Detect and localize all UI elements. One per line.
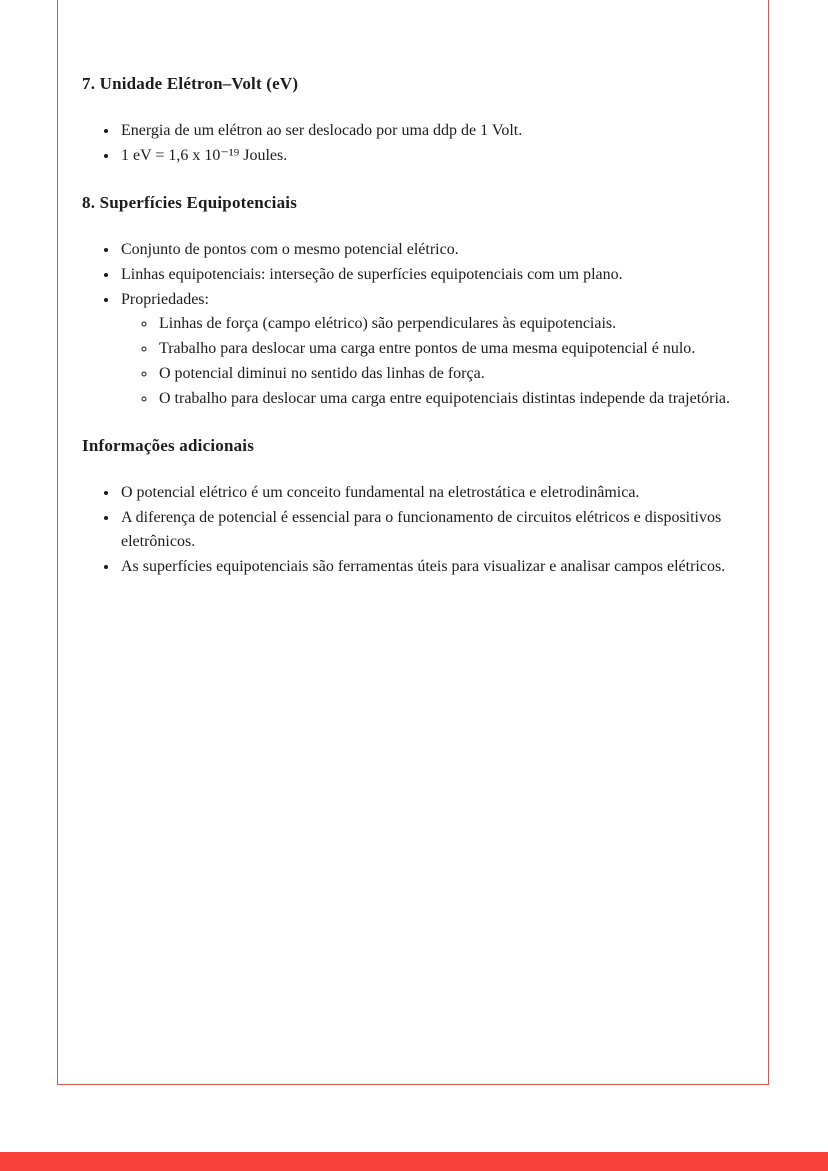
sub-bullet-list	[121, 312, 750, 411]
bullet-item: • A diferença de potencial é essencial para o funcionamento de circuitos elétricos e dispositivos eletrônicos.	[119, 506, 750, 554]
bullet-item: • Energia de um elétron ao ser deslocado por uma ddp de 1 Volt.	[119, 119, 750, 143]
bullet-item: • Linhas equipotenciais: interseção de superfícies equipotenciais com um plano.	[119, 263, 750, 287]
bullet-list	[82, 119, 750, 168]
section-additional-info	[82, 435, 750, 579]
bullet-list	[82, 481, 750, 579]
section-electron-volt	[82, 73, 750, 168]
document-content	[58, 0, 768, 579]
sub-bullet-item: ◦ Linhas de força (campo elétrico) são perpendiculares às equipotenciais.	[157, 312, 750, 336]
bullet-item: • 1 eV = 1,6 x 10⁻¹⁹ Joules.	[119, 144, 750, 168]
sub-bullet-item: ◦ O potencial diminui no sentido das linhas de força.	[157, 362, 750, 386]
sub-bullet-item: ◦ Trabalho para deslocar uma carga entre pontos de uma mesma equipotencial é nulo.	[157, 337, 750, 361]
section-heading: Informações adicionais	[82, 436, 255, 456]
bottom-accent-bar	[0, 1152, 828, 1171]
document-page-frame	[57, 0, 769, 1085]
bullet-item: • As superfícies equipotenciais são ferramentas úteis para visualizar e analisar campos elétricos.	[119, 555, 750, 579]
bullet-list	[82, 238, 750, 411]
bullet-item: • Conjunto de pontos com o mesmo potencial elétrico.	[119, 238, 750, 262]
section-heading: 7. Unidade Elétron–Volt (eV)	[82, 74, 299, 93]
bullet-item-label: Propriedades:	[121, 291, 209, 309]
section-heading: 8. Superfícies Equipotenciais	[82, 193, 298, 213]
section-equipotential-surfaces	[82, 192, 750, 411]
bullet-item: • O potencial elétrico é um conceito fundamental na eletrostática e eletrodinâmica.	[119, 481, 750, 505]
sub-bullet-item: ◦ O trabalho para deslocar uma carga entre equipotenciais distintas independe da trajetória.	[157, 387, 750, 411]
bullet-item	[119, 288, 750, 411]
